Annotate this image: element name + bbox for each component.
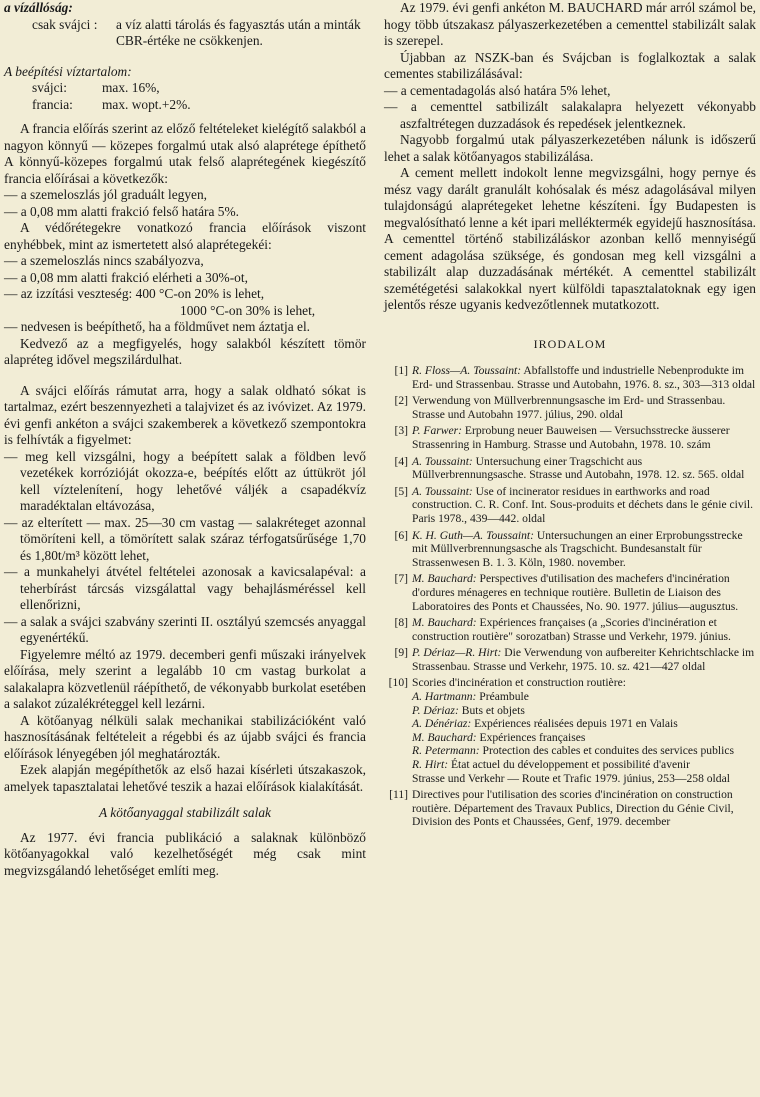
reference-author: K. H. Guth—A. Toussaint: <box>412 528 534 542</box>
reference-text: A. Toussaint: Use of incinerator residues in earthworks and road construction. C. R. Conf. Int. Sous-produits et déchets dans le génie civil. Paris 1978., 439—442. oldal <box>412 484 753 525</box>
paragraph-bauchard: Az 1979. évi genfi ankéton M. BAUCHARD már arról számol be, hogy több útszakasz pályaszerkezetében a cementtel stabilizált salak is szerepel. <box>384 0 756 48</box>
reference-item <box>384 616 756 643</box>
water-content-swiss: svájci: max. 16%, <box>32 80 160 95</box>
paragraph-cement: A cement mellett indokolt lenne megvizsgálni, hogy pernye és mész vagy darált granulált kohósalak és mész adagolásával milyen tulajdonságú alaprétegeket lehetne készíteni. Így Budapesten is megvalósítható lenne a két ipari melléktermék egyidejű hasznosítása. A cementtel történő stabilizáláskor azonban kellő mennyiségű cement adagolása szüksége, és gondosan meg kell vizsgálni a stabilizált alap duzzadásának mértékét. A cementtel stabilizált szemétégetési salakokkal nyert külföldi tapasztalatoknak egy igen jelentős része ugyanis kedvezőtlennek mutatkozott. <box>384 165 756 312</box>
reference-author: R. Floss—A. Toussaint: <box>412 364 522 377</box>
reference-subitem: A. Dénériaz: Expériences réalisées depuis 1971 en Valais <box>412 717 678 731</box>
reference-item <box>384 394 756 421</box>
list-item: — a cementtel satbilizált salakalapra helyezett vékonyabb aszfaltrétegen duzzadások és repedések jelentkeznek. <box>384 99 756 131</box>
reference-item <box>384 455 756 482</box>
reference-subitem: Strasse und Verkehr — Route et Trafic 1979. június, 253—258 oldal <box>412 771 730 785</box>
reference-text: Scories d'incinération et construction routière: A. Hartmann: Préambule P. Dériaz: Buts et objets A. Dénériaz: Expériences réalisées depuis 1971 en Valais M. Bauchard: Expériences françaises R. Petermann: Protection des cables et conduites des services publics R. Hirt: État actuel du développement et possibilité d'avenir Strasse und Verkehr — Route et Trafic 1979. június, 253—258 oldal <box>412 676 756 785</box>
reference-number: [9] <box>394 646 408 660</box>
left-column <box>4 0 366 879</box>
reference-text: A. Toussaint: Untersuchung einer Tragschicht aus Müllverbrennungsasche. Strasse und Autobahn, 1978. 12. sz. 565. oldal <box>412 454 745 482</box>
paragraph-binder-free: A kötőanyag nélküli salak mechanikai stabilizációként való hasznosításának feltételeit a régebbi és az újabb svájci és francia előírások lényegében jól meghatározták. <box>4 712 366 761</box>
reference-item <box>384 424 756 451</box>
reference-number: [6] <box>394 528 408 542</box>
reference-author: M. Bauchard: <box>412 616 477 630</box>
water-content-french: francia: max. wopt.+2%. <box>32 96 191 112</box>
list-item: — a 0,08 mm alatti frakció felső határa 5%. <box>4 203 239 219</box>
paragraph-experimental-sections: Ezek alapján megépíthetők az első hazai kísérleti útszakaszok, amelyek tapasztalatai lehetővé teszik a hazai előírások kialakítását. <box>4 762 366 794</box>
list-item: — az izzítási veszteség: 400 °C-on 20% is lehet, <box>4 286 265 301</box>
references-heading: IRODALOM <box>533 336 607 351</box>
reference-item <box>384 788 756 829</box>
reference-item <box>384 646 756 673</box>
reference-number: [11] <box>389 788 408 802</box>
reference-number: [8] <box>394 616 408 630</box>
reference-text: P. Dériaz—R. Hirt: Die Verwendung von aufbereiter Kehrichtschlacke im Strassenbau. Strasse und Verkehr, 1975. 10. sz. 421—427 oldal <box>412 646 755 673</box>
list-item: — a 0,08 mm alatti frakció elérheti a 30%-ot, <box>4 269 248 285</box>
reference-author: A. Toussaint: <box>412 484 473 498</box>
paragraph-swiss-regulation: A svájci előírás rámutat arra, hogy a salak oldható sókat is tartalmaz, ezért beszennyezheti a talajvizet és az ivóvizet. Az 1979. évi genfi ankéton a svájci szakemberek a következő szempontokra is felhívták a figyelmet: <box>4 382 366 447</box>
list-item: — a szemeloszlás nincs szabályozva, <box>4 253 204 268</box>
reference-author: A. Toussaint: <box>412 454 473 468</box>
reference-text: P. Farwer: Erprobung neuer Bauweisen — Versuchsstrecke äusserer Strassenring in Hamburg. Strasse und Autobahn, 1978. 10. szám <box>412 424 730 451</box>
right-column <box>384 0 756 832</box>
reference-subitem: A. Hartmann: Préambule <box>412 690 529 704</box>
swiss-water-resistance <box>4 17 366 50</box>
reference-text: M. Bauchard: Perspectives d'utilisation des machefers d'incinération d'ordures ménageres en technique routière. Bulletin de Liaison des Laboratoires des Ponts et Chaussées, No. 90. 1977. július—augusztus. <box>412 572 739 613</box>
list-item: — nedvesen is beépíthető, ha a földművet nem áztatja el. <box>4 319 311 334</box>
reference-number: [1] <box>394 364 408 377</box>
swiss-label: csak svájci : <box>32 16 98 32</box>
reference-list <box>384 364 756 829</box>
list-item: — a szemeloszlás jól graduált legyen, <box>4 187 208 202</box>
paragraph-1977-publication: Az 1977. évi francia publikáció a salaknak különböző kötőanyagokkal való kezelhetőségét még csak mint megvizsgálandó lehetőséget említi meg. <box>4 829 366 878</box>
reference-item <box>384 676 756 785</box>
paragraph-higher-traffic: Nagyobb forgalmú utak pályaszerkezetében nálunk is időszerű lehet a salak kötőanyagos stabilizálása. <box>384 132 756 164</box>
section-heading-stabilized-slag: A kötőanyaggal stabilizált salak <box>99 805 271 820</box>
reference-subitem: R. Petermann: Protection des cables et conduites des services publics <box>412 744 734 758</box>
heading-vizallosag: a vízállóság: <box>4 0 73 15</box>
list-item: — meg kell vizsgálni, hogy a beépített salak a földben levő vezetékek korrózióját okozza-e, beépítés előtt az úttükröt jól kell víztelenítení, hogy lehetővé váljék a csapadékvíz maradéktalan eltávozása, <box>4 448 366 513</box>
swiss-requirement: a víz alatti tárolás és fagyasztás után a minták CBR-értéke ne csökkenjen. <box>116 16 361 48</box>
reference-text: Verwendung von Müllverbrennungsasche im Erd- und Strassenbau. Strasse und Autobahn 1977. július, 290. oldal <box>412 394 726 421</box>
list-item: — a salak a svájci szabvány szerinti II. osztályú szemcsés anyaggal egyenértékű. <box>4 613 366 645</box>
reference-text: K. H. Guth—A. Toussaint: Untersuchungen an einer Erprobungsstrecke mit Müllverbrennungsasche als Tragschicht. Bundesanstalt für Strassenwesen B. 1. 3. Köln, 1980. november. <box>412 528 743 569</box>
reference-number: [10] <box>388 676 408 690</box>
reference-text: R. Floss—A. Toussaint: Abfallstoffe und industrielle Nebenprodukte im Erd- und Strassenbau. Strasse und Autobahn, 1976. 8. sz., 303—313 oldal <box>412 364 756 391</box>
reference-subitem: P. Dériaz: Buts et objets <box>412 703 525 717</box>
reference-author: P. Dériaz—R. Hirt: <box>412 646 502 660</box>
list-item: — az elterített — max. 25—30 cm vastag — salakréteget azonnal tömöríteni kell, a tömörített salak száraz térfogatsűrűsége 1,70 és 1,80t/m³ között lehet, <box>4 514 366 563</box>
list-item: — a cementadagolás alsó határa 5% lehet, <box>384 82 611 98</box>
reference-item <box>384 572 756 613</box>
reference-subitem: R. Hirt: État actuel du développement et possibilité d'avenir <box>412 758 691 772</box>
paragraph-recent-work: Újabban az NSZK-ban és Svájcban is foglalkoztak a salak cementes stabilizálásával: <box>384 49 756 81</box>
list-item-continuation: 1000 °C-on 30% is lehet, <box>180 302 316 318</box>
reference-number: [5] <box>394 484 408 498</box>
reference-author: M. Bauchard: <box>412 572 477 586</box>
reference-number: [7] <box>394 572 408 586</box>
reference-author: P. Farwer: <box>412 424 463 438</box>
paragraph-french-regulation: A francia előírás szerint az előző feltételeket kielégítő salakból a nagyon könnyű — közepes forgalmú utak alsó alaprétege építhető A könnyű-közepes forgalmú utak felső alaprétegének kiegészítő francia előírásai a következők: <box>4 121 366 186</box>
paragraph-favourable: Kedvező az a megfigyelés, hogy salakból készített tömör alapréteg idővel megszilárdulhat. <box>4 335 366 367</box>
reference-number: [3] <box>394 424 408 438</box>
reference-item <box>384 485 756 526</box>
heading-beepitesi-viztartalom: A beépítési víztartalom: <box>4 63 132 79</box>
paragraph-geneva-guidelines: Figyelemre méltó az 1979. decemberi genfi műszaki irányelvek előírása, mely szerint a legalább 10 cm vastag burkolat a salakalapra közvetlenül ráépíthető, de vékonyabb burkolat esetében a salakot zúzalékréteggel kell lezárni. <box>4 646 366 711</box>
reference-item <box>384 529 756 570</box>
reference-subitem: M. Bauchard: Expériences françaises <box>412 730 586 744</box>
paragraph-protective-layers: A védőrétegekre vonatkozó francia előírások viszont enyhébbek, mint az ismertetett alsó alaprétegekéi: <box>4 220 366 252</box>
reference-number: [2] <box>394 394 408 408</box>
reference-number: [4] <box>394 454 408 468</box>
reference-text: M. Bauchard: Expériences françaises (a „Scories d'incinération et construction routière" sorozatban) Strasse und Verkehr, 1979. június. <box>412 616 731 643</box>
list-item: — a munkahelyi átvétel feltételei azonosak a kavicsalapéval: a teherbírást tárcsás vizsgálattal vagy behajlásméréssel kell ellenőrizni, <box>4 564 366 612</box>
reference-item <box>384 364 756 391</box>
reference-text: Directives pour l'utilisation des scories d'incinération on construction routière. Département des Travaux Publics, Direction du Génie Civil, Division des Ponts et Chaussées, Genf, 1979. december <box>412 788 734 829</box>
